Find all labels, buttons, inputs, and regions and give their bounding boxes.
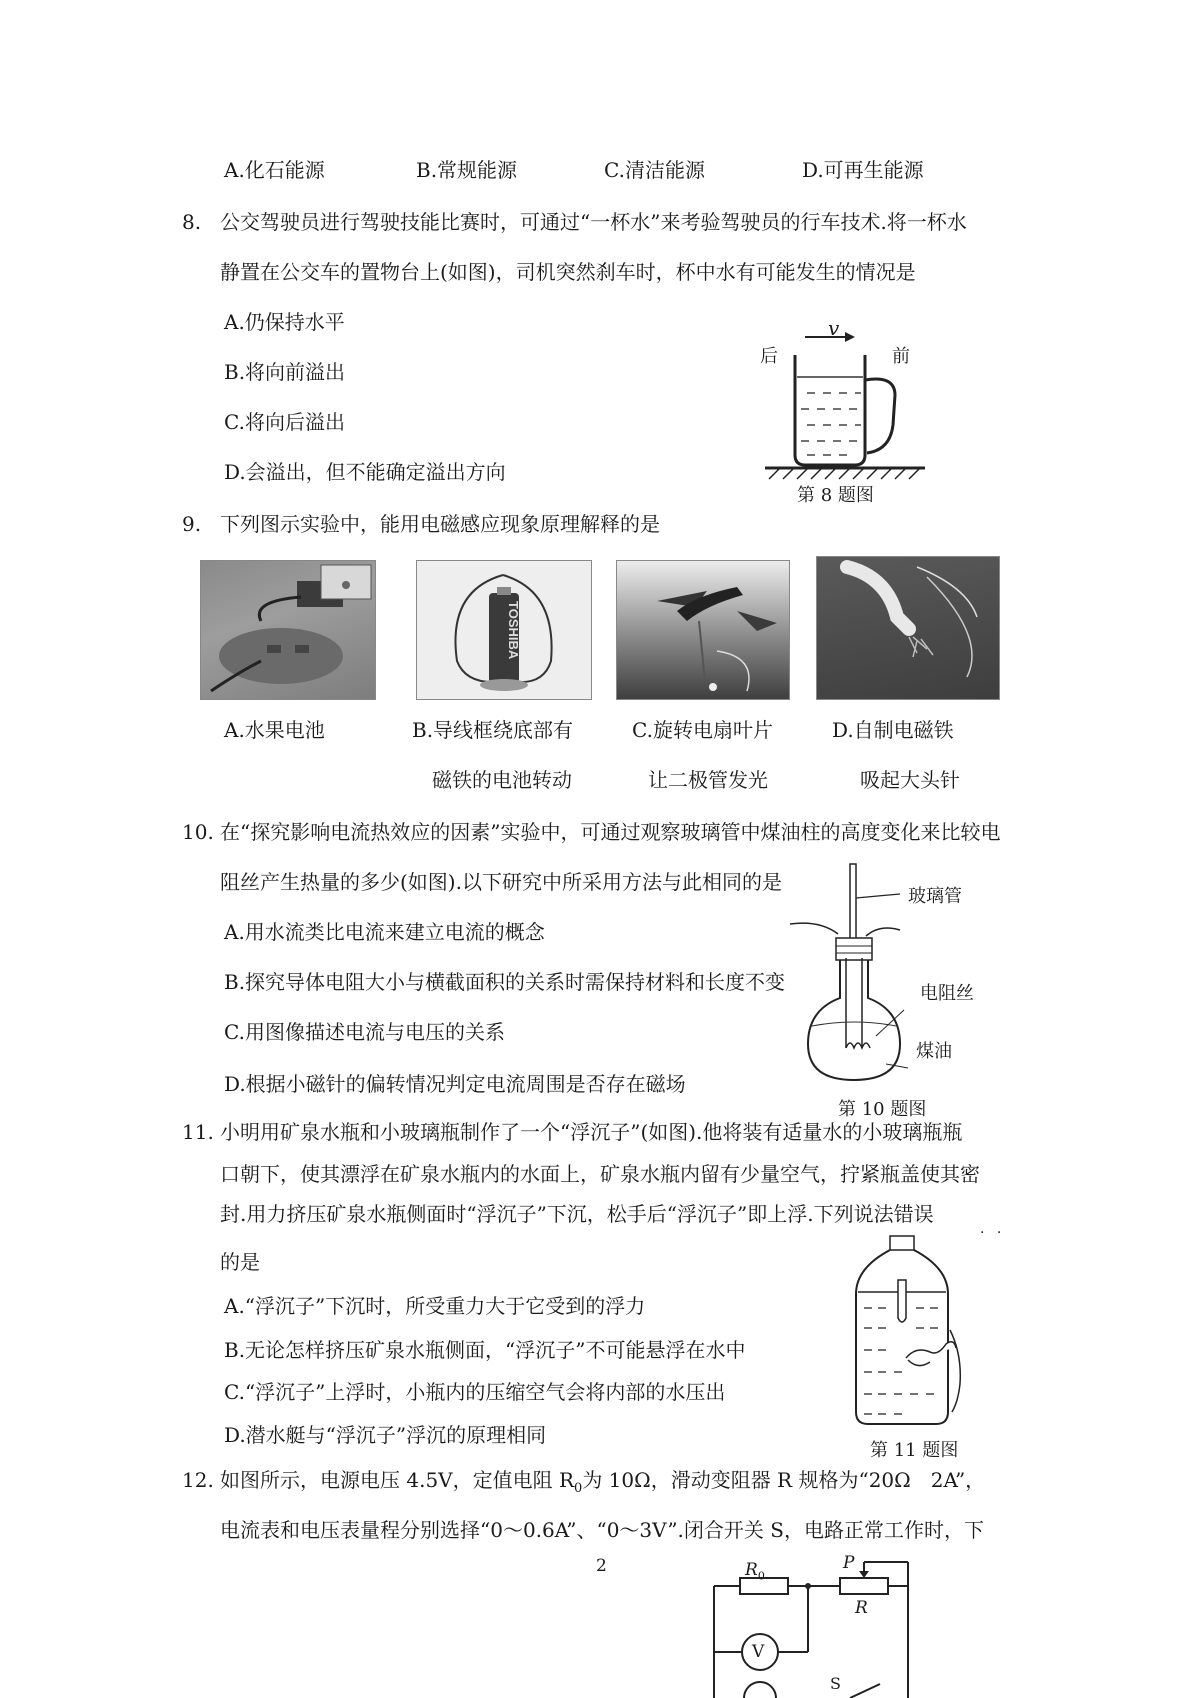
q8-stem-line1: 公交驾驶员进行驾驶技能比赛时，可通过“一杯水”来考验驾驶员的行车技术.将一杯水 [220, 210, 967, 234]
q9-stem: 下列图示实验中，能用电磁感应现象原理解释的是 [220, 512, 660, 536]
q9-option-c-line2: 让二极管发光 [648, 768, 768, 792]
q10-figure-caption: 第 10 题图 [838, 1099, 927, 1120]
flask-tube-label: 玻璃管 [908, 886, 962, 907]
q7-option-d: D.可再生能源 [802, 158, 924, 182]
circuit-r0-label: $R_0$ [745, 1560, 765, 1583]
photo-battery-wire-frame [416, 560, 592, 700]
flask-oil-label: 煤油 [916, 1041, 952, 1062]
q9-option-c-line1: C.旋转电扇叶片 [632, 718, 773, 742]
circuit-voltmeter-label: V [752, 1642, 765, 1662]
q11-number: 11. [182, 1120, 214, 1144]
q9-option-d-line1: D.自制电磁铁 [832, 718, 954, 742]
q10-option-d: D.根据小磁针的偏转情况判定电流周围是否存在磁场 [224, 1072, 686, 1096]
circuit-figure [700, 1558, 920, 1698]
q10-stem-line1: 在“探究影响电流热效应的因素”实验中，可通过观察玻璃管中煤油柱的高度变化来比较电 [220, 820, 1001, 844]
q11-option-b: B.无论怎样挤压矿泉水瓶侧面，“浮沉子”不可能悬浮在水中 [224, 1338, 746, 1362]
circuit-switch-label: S [830, 1674, 841, 1693]
q8-option-b: B.将向前溢出 [224, 360, 346, 384]
battery-brand-text: TOSHIBA [506, 601, 521, 660]
q10-option-b: B.探究导体电阻大小与横截面积的关系时需保持材料和长度不变 [224, 970, 786, 994]
q12-number: 12. [182, 1468, 214, 1492]
bottle-figure [846, 1234, 966, 1434]
q10-number: 10. [182, 820, 214, 844]
q8-option-a: A.仍保持水平 [224, 310, 345, 334]
q7-option-b: B.常规能源 [416, 158, 518, 182]
cup-velocity-label: v [828, 316, 840, 340]
q8-option-c: C.将向后溢出 [224, 410, 345, 434]
circuit-p-label: P [843, 1553, 855, 1573]
cup-figure [755, 315, 935, 480]
cup-front-label: 前 [892, 346, 910, 367]
q11-stem-line1: 小明用矿泉水瓶和小玻璃瓶制作了一个“浮沉子”(如图).他将装有适量水的小玻璃瓶瓶 [220, 1120, 963, 1144]
q11-option-d: D.潜水艇与“浮沉子”浮沉的原理相同 [224, 1423, 547, 1447]
cup-back-label: 后 [760, 346, 778, 367]
q9-option-b-line2: 磁铁的电池转动 [432, 768, 572, 792]
q8-figure-caption: 第 8 题图 [797, 485, 874, 506]
q9-number: 9. [182, 512, 202, 536]
q11-stem-line2: 口朝下，使其漂浮在矿泉水瓶内的水面上，矿泉水瓶内留有少量空气，拧紧瓶盖使其密 [220, 1162, 980, 1186]
q7-option-c: C.清洁能源 [604, 158, 705, 182]
flask-wire-label: 电阻丝 [920, 983, 974, 1004]
q12-stem-line1: 如图所示，电源电压 4.5V，定值电阻 $R_0$为 10Ω，滑动变阻器 R 规格为“20Ω 2A”， [220, 1468, 986, 1496]
circuit-r-label: R [855, 1598, 868, 1618]
photo-fan-diode [616, 560, 790, 700]
q11-stem-line3: 封.用力挤压矿泉水瓶侧面时“浮沉子”下沉，松手后“浮沉子”即上浮.下列说法错误 [220, 1202, 934, 1226]
q10-option-c: C.用图像描述电流与电压的关系 [224, 1020, 505, 1044]
q11-emphasis-dots: · · [980, 1225, 1006, 1241]
q11-option-c: C.“浮沉子”上浮时，小瓶内的压缩空气会将内部的水压出 [224, 1380, 726, 1404]
q9-option-a-line1: A.水果电池 [224, 718, 325, 742]
q8-option-d: D.会溢出，但不能确定溢出方向 [224, 460, 506, 484]
q12-stem-line2: 电流表和电压表量程分别选择“0～0.6A”、“0～3V”.闭合开关 S，电路正常工作时，下 [220, 1518, 984, 1542]
q8-number: 8. [182, 210, 202, 234]
q10-stem-line2: 阻丝产生热量的多少(如图).以下研究中所采用方法与此相同的是 [220, 870, 782, 894]
photo-fruit-battery [200, 560, 376, 700]
q11-stem-line4: 的是 [220, 1250, 260, 1274]
q9-option-b-line1: B.导线框绕底部有 [412, 718, 574, 742]
page-number: 2 [596, 1556, 607, 1576]
q11-figure-caption: 第 11 题图 [870, 1440, 959, 1461]
q10-option-a: A.用水流类比电流来建立电流的概念 [224, 920, 545, 944]
q9-option-d-line2: 吸起大头针 [860, 768, 960, 792]
q11-option-a: A.“浮沉子”下沉时，所受重力大于它受到的浮力 [224, 1294, 646, 1318]
photo-electromagnet [816, 556, 1000, 700]
q8-stem-line2: 静置在公交车的置物台上(如图)，司机突然刹车时，杯中水有可能发生的情况是 [220, 260, 916, 284]
q7-option-a: A.化石能源 [224, 158, 325, 182]
